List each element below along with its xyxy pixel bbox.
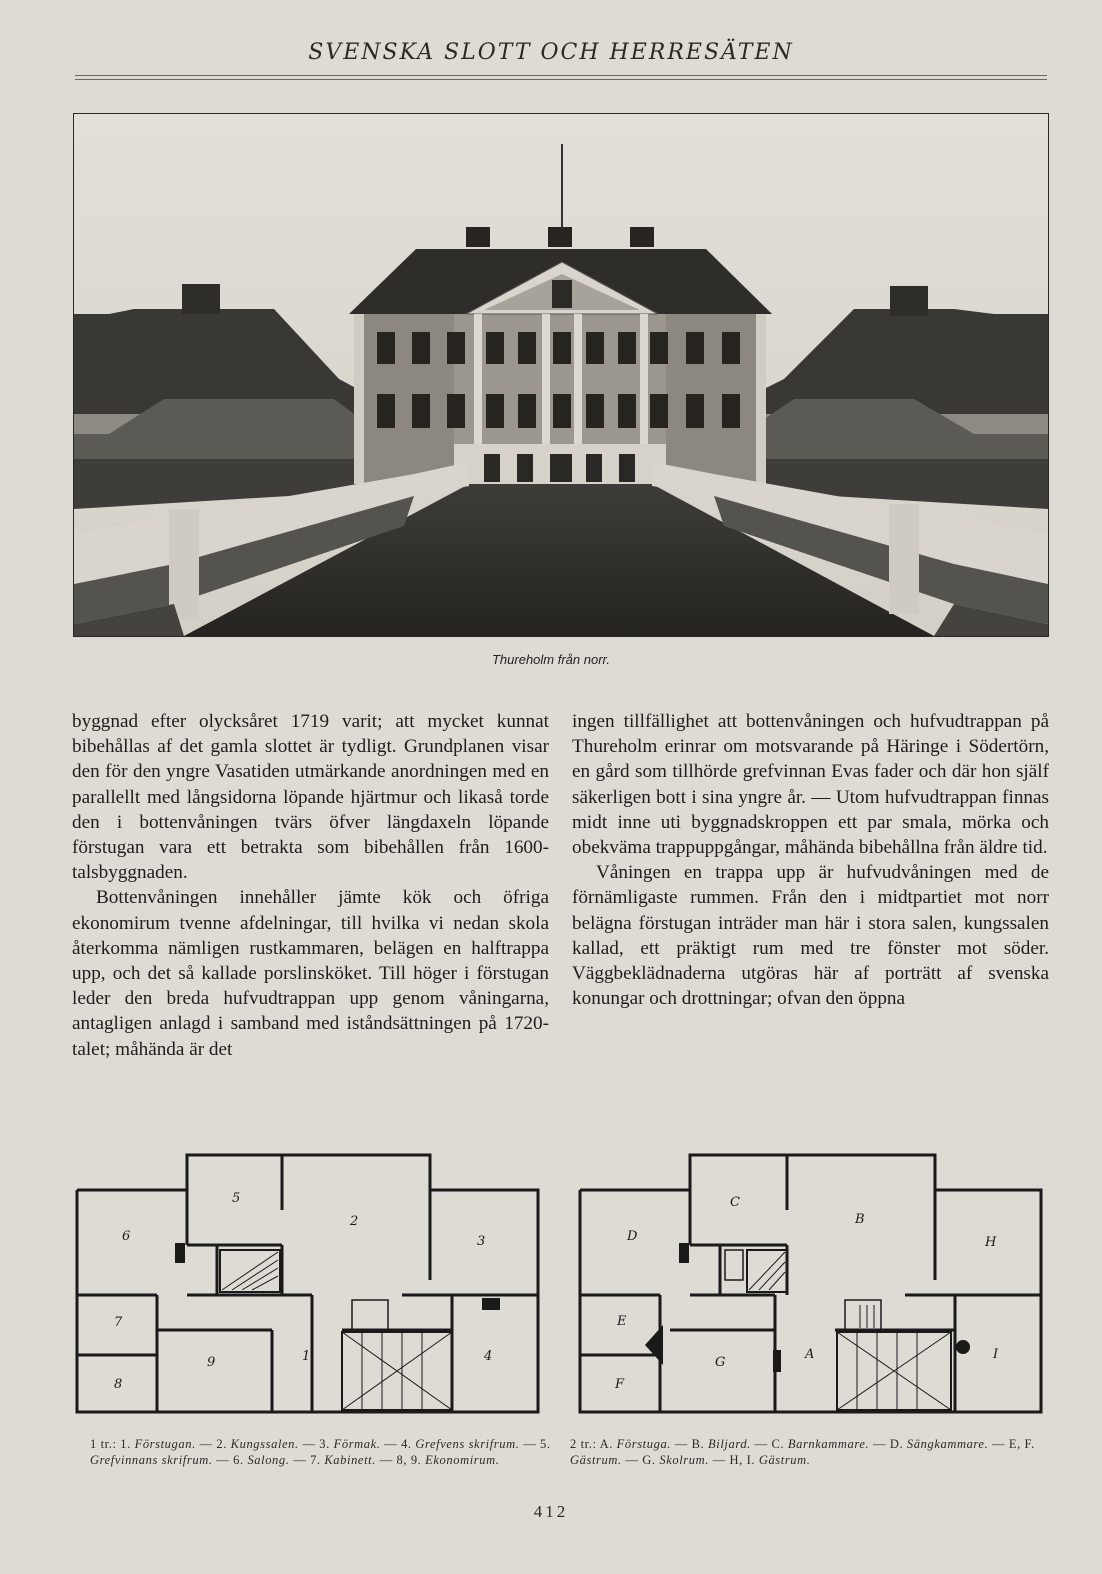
room-label: 1 [302, 1349, 311, 1364]
room-label: B [855, 1212, 865, 1227]
legend-num: 7. [310, 1452, 321, 1467]
room-label: G [715, 1355, 726, 1370]
legend-num: A. [599, 1437, 613, 1451]
floor-plan-first-drawing [72, 1150, 542, 1420]
legend-name: Biljard. [708, 1437, 751, 1451]
legend-prefix: 1 tr.: [90, 1437, 117, 1451]
room-label: 9 [207, 1355, 216, 1370]
room-label: I [993, 1347, 999, 1362]
legend-num: 6. [233, 1452, 244, 1467]
text-column-right [572, 709, 1049, 1011]
paragraph: byggnad efter olycksåret 1719 varit; att mycket kunnat bibehållas af det gamla slottet är tydligt. Grundplanen visar den för den yngre Vasatiden utmärkande anordningen med en parallellt med långsidorna löpande hjärtmur och likaså torde den i bottenvåningen tvärs öfver längdaxeln löpande förstugan vara ett betrakta som bibehållen från 1600-talsbyggnaden. [72, 711, 549, 884]
legend-num: 1. [120, 1437, 131, 1451]
room-label: A [805, 1347, 815, 1362]
legend-name: Salong. [247, 1452, 290, 1467]
legend-num: 4. [401, 1437, 412, 1451]
legend-name: Ekonomirum. [425, 1452, 500, 1467]
legend-name: Gästrum. [758, 1452, 811, 1467]
running-title: SVENSKA SLOTT OCH HERRESÄTEN [308, 40, 794, 65]
legend-name: Kungssalen. [230, 1437, 299, 1451]
legend-name: Sängkammare. [906, 1437, 989, 1451]
floor-plan-second-drawing [575, 1150, 1045, 1420]
room-label: 8 [114, 1377, 123, 1392]
manor-photograph [73, 113, 1049, 637]
paragraph: Våningen en trappa upp är hufvudvåningen med de förnämligaste rummen. Från den i midtpartiet mot norr belägna förstugan inträder man här i stora salen, kungssalen kallad, ett präktigt rum med tre fönster mot söder. Väggbeklädnaderna utgöras här af porträtt af svenska konungar och drottningar; ofvan den öppna [572, 862, 1049, 1010]
legend-num: E, F. [1008, 1437, 1035, 1451]
legend-num: C. [771, 1437, 785, 1451]
floor-plan-first [72, 1150, 542, 1420]
legend-num: 8, 9. [396, 1452, 422, 1467]
photo-caption: Thureholm från norr. [491, 652, 610, 667]
room-label: 3 [477, 1234, 486, 1249]
legend-num: H, I. [729, 1452, 756, 1467]
legend-name: Skolrum. [659, 1452, 709, 1467]
legend-prefix: 2 tr.: [570, 1437, 597, 1451]
legend-num: 5. [540, 1437, 551, 1451]
legend-num: D. [889, 1437, 904, 1451]
legend-name: Förmak. [333, 1437, 381, 1451]
page-number: 412 [533, 1502, 569, 1521]
legend-num: 3. [319, 1437, 330, 1451]
manor-photograph-drawing [74, 114, 1048, 636]
room-label: D [627, 1229, 638, 1244]
header-rule-lower [75, 79, 1047, 80]
legend-name: Grefvinnans skrifrum. [90, 1452, 213, 1467]
legend-name: Barnkammare. [787, 1437, 870, 1451]
paragraph: ingen tillfällighet att bottenvåningen och hufvudtrappan på Thureholm erinrar om motsvarande på Häringe i Södertörn, en gård som tillhörde grefvinnan Evas fader och där hon själf säkerligen bott i sina yngre år. — Utom hufvudtrappan finnas midt inne uti byggnadskroppen ett par smala, mörka och obekväma trappuppgångar, måhända bibehållna från äldre tid. [572, 711, 1049, 859]
legend-name: Gästrum. [570, 1452, 622, 1467]
room-label: C [730, 1195, 740, 1210]
legend-name: Förstuga. [616, 1437, 672, 1451]
floor-plan-first-legend: 1 tr.: 1. Förstugan. — 2. Kungssalen. — 3. Förmak. — 4. Grefvens skrifrum. — 5. Grefvinnans skrifrum. — 6. Salong. — 7. Kabinett. — 8, 9. Ekonomirum. [90, 1437, 551, 1467]
text-column-left [72, 709, 549, 1062]
legend-num: B. [691, 1437, 705, 1451]
floor-plan-second [575, 1150, 1045, 1420]
paragraph: Bottenvåningen innehåller jämte kök och öfriga ekonomirum tvenne afdelningar, till hvilka vi nedan skola återkomma nämligen rustkammaren, belägen en halftrappa upp, och det så kallade porslinsköket. Till höger i förstugan leder den breda hufvudtrappan upp genom våningarna, antagligen anlagd i samband med iståndsättningen på 1720-talet; måhända är det [72, 887, 549, 1060]
floor-plan-second-legend: 2 tr.: A. Förstuga. — B. Biljard. — C. Barnkammare. — D. Sängkammare. — E, F. Gästrum. — G. Skolrum. — H, I. Gästrum. [570, 1437, 1035, 1467]
room-label: 7 [114, 1315, 123, 1330]
legend-name: Kabinett. [324, 1452, 376, 1467]
header-rule-upper [75, 75, 1047, 76]
room-label: H [985, 1235, 997, 1250]
room-label: 5 [232, 1191, 241, 1206]
legend-name: Grefvens skrifrum. [415, 1437, 520, 1451]
room-label: E [617, 1314, 627, 1329]
legend-name: Förstugan. [134, 1437, 196, 1451]
room-label: 4 [484, 1349, 493, 1364]
legend-num: 2. [216, 1437, 227, 1451]
room-label: 6 [122, 1229, 131, 1244]
room-label: F [615, 1377, 625, 1392]
room-label: 2 [350, 1214, 359, 1229]
legend-num: G. [642, 1452, 656, 1467]
